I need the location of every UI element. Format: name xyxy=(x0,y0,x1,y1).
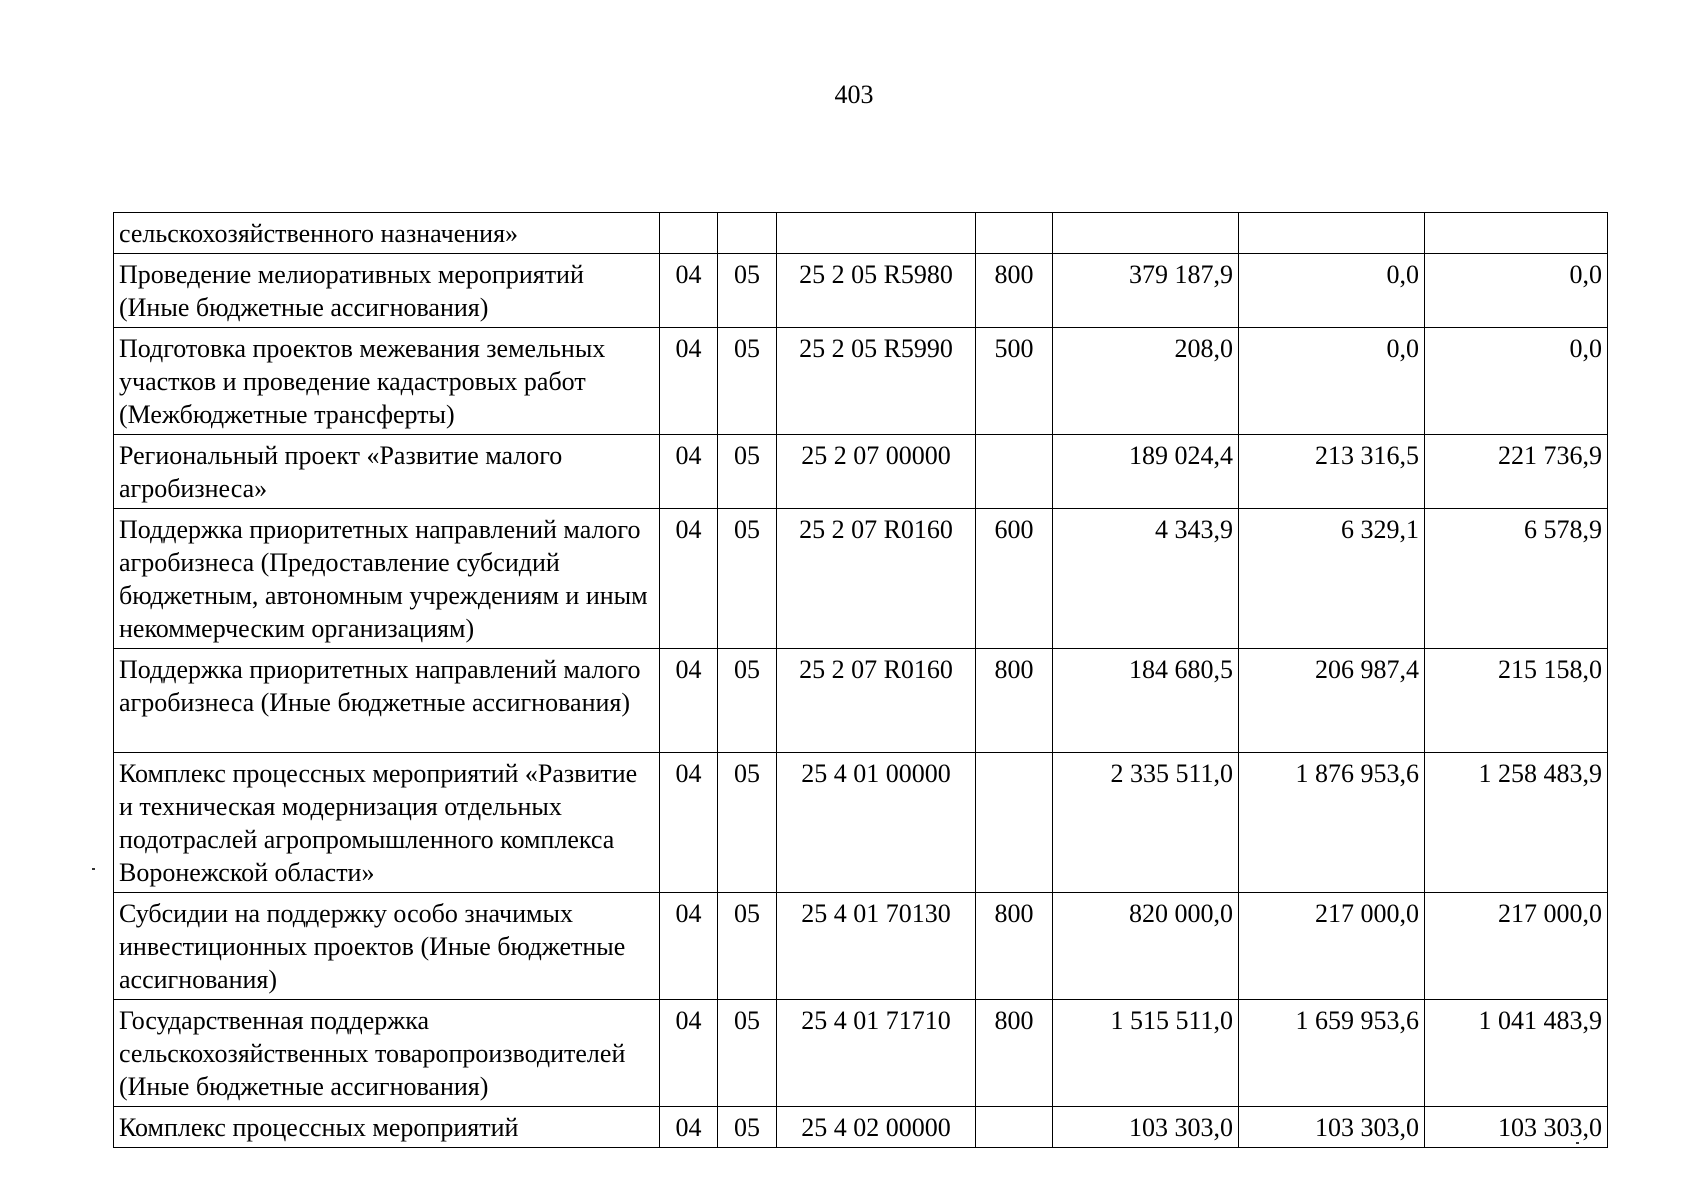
budget-table xyxy=(113,212,1608,1148)
table-row xyxy=(114,1000,1608,1107)
cell-amount-year-3: 0,0 xyxy=(1425,254,1608,328)
cell-expense-type xyxy=(976,213,1053,254)
cell-expense-type xyxy=(976,435,1053,509)
cell-section: 04 xyxy=(660,328,718,435)
cell-target-article: 25 4 01 71710 xyxy=(777,1000,976,1107)
cell-amount-year-2: 213 316,5 xyxy=(1239,435,1425,509)
cell-target-article: 25 2 05 R5990 xyxy=(777,328,976,435)
cell-subsection: 05 xyxy=(718,649,777,753)
cell-section: 04 xyxy=(660,753,718,893)
table-row xyxy=(114,509,1608,649)
cell-target-article: 25 4 01 70130 xyxy=(777,893,976,1000)
cell-amount-year-2: 206 987,4 xyxy=(1239,649,1425,753)
cell-name: Региональный проект «Развитие малого агробизнеса» xyxy=(114,435,660,509)
cell-amount-year-3: 0,0 xyxy=(1425,328,1608,435)
cell-target-article xyxy=(777,213,976,254)
cell-amount-year-2: 1 876 953,6 xyxy=(1239,753,1425,893)
cell-amount-year-2 xyxy=(1239,213,1425,254)
cell-amount-year-1: 820 000,0 xyxy=(1053,893,1239,1000)
cell-amount-year-1: 379 187,9 xyxy=(1053,254,1239,328)
cell-amount-year-3: 6 578,9 xyxy=(1425,509,1608,649)
scan-speck xyxy=(1576,1142,1579,1144)
cell-section: 04 xyxy=(660,893,718,1000)
cell-subsection: 05 xyxy=(718,328,777,435)
cell-amount-year-2: 1 659 953,6 xyxy=(1239,1000,1425,1107)
table-row xyxy=(114,893,1608,1000)
cell-section: 04 xyxy=(660,509,718,649)
cell-expense-type xyxy=(976,1107,1053,1148)
cell-expense-type: 800 xyxy=(976,254,1053,328)
cell-amount-year-1: 103 303,0 xyxy=(1053,1107,1239,1148)
cell-name: Подготовка проектов межевания земельных участков и проведение кадастровых работ (Межбюджетные трансферты) xyxy=(114,328,660,435)
cell-amount-year-2: 103 303,0 xyxy=(1239,1107,1425,1148)
cell-section: 04 xyxy=(660,649,718,753)
cell-amount-year-2: 0,0 xyxy=(1239,254,1425,328)
cell-amount-year-1: 4 343,9 xyxy=(1053,509,1239,649)
cell-amount-year-3: 103 303,0 xyxy=(1425,1107,1608,1148)
cell-section xyxy=(660,213,718,254)
cell-name: Комплекс процессных мероприятий xyxy=(114,1107,660,1148)
cell-subsection: 05 xyxy=(718,509,777,649)
cell-subsection: 05 xyxy=(718,254,777,328)
cell-amount-year-3: 217 000,0 xyxy=(1425,893,1608,1000)
cell-section: 04 xyxy=(660,1107,718,1148)
cell-target-article: 25 4 01 00000 xyxy=(777,753,976,893)
cell-amount-year-3: 1 041 483,9 xyxy=(1425,1000,1608,1107)
cell-amount-year-1: 189 024,4 xyxy=(1053,435,1239,509)
cell-amount-year-3: 221 736,9 xyxy=(1425,435,1608,509)
table-row xyxy=(114,1107,1608,1148)
cell-amount-year-2: 217 000,0 xyxy=(1239,893,1425,1000)
cell-subsection: 05 xyxy=(718,1107,777,1148)
cell-amount-year-3: 215 158,0 xyxy=(1425,649,1608,753)
cell-name: Проведение мелиоративных мероприятий (Иные бюджетные ассигнования) xyxy=(114,254,660,328)
cell-expense-type: 800 xyxy=(976,893,1053,1000)
cell-name: Поддержка приоритетных направлений малого агробизнеса (Предоставление субсидий бюджетным, автономным учреждениям и иным некоммерческим организациям) xyxy=(114,509,660,649)
cell-expense-type: 800 xyxy=(976,1000,1053,1107)
cell-target-article: 25 2 07 00000 xyxy=(777,435,976,509)
budget-table-body xyxy=(114,213,1608,1148)
page-number: 403 xyxy=(834,80,874,109)
scan-speck xyxy=(92,868,95,870)
cell-amount-year-1: 1 515 511,0 xyxy=(1053,1000,1239,1107)
table-row xyxy=(114,435,1608,509)
cell-section: 04 xyxy=(660,1000,718,1107)
cell-expense-type: 600 xyxy=(976,509,1053,649)
cell-subsection: 05 xyxy=(718,753,777,893)
cell-section: 04 xyxy=(660,254,718,328)
cell-section: 04 xyxy=(660,435,718,509)
cell-subsection xyxy=(718,213,777,254)
table-row xyxy=(114,649,1608,753)
cell-amount-year-2: 6 329,1 xyxy=(1239,509,1425,649)
cell-expense-type xyxy=(976,753,1053,893)
cell-subsection: 05 xyxy=(718,435,777,509)
cell-expense-type: 800 xyxy=(976,649,1053,753)
cell-target-article: 25 2 07 R0160 xyxy=(777,509,976,649)
cell-amount-year-1: 184 680,5 xyxy=(1053,649,1239,753)
cell-amount-year-3: 1 258 483,9 xyxy=(1425,753,1608,893)
cell-target-article: 25 2 07 R0160 xyxy=(777,649,976,753)
table-row xyxy=(114,328,1608,435)
cell-target-article: 25 4 02 00000 xyxy=(777,1107,976,1148)
cell-subsection: 05 xyxy=(718,1000,777,1107)
cell-amount-year-1: 2 335 511,0 xyxy=(1053,753,1239,893)
table-row xyxy=(114,213,1608,254)
cell-amount-year-3 xyxy=(1425,213,1608,254)
cell-expense-type: 500 xyxy=(976,328,1053,435)
cell-amount-year-1 xyxy=(1053,213,1239,254)
cell-name: Субсидии на поддержку особо значимых инвестиционных проектов (Иные бюджетные ассигнования) xyxy=(114,893,660,1000)
table-row xyxy=(114,254,1608,328)
cell-name: Государственная поддержка сельскохозяйственных товаропроизводителей (Иные бюджетные ассигнования) xyxy=(114,1000,660,1107)
cell-name: Комплекс процессных мероприятий «Развитие и техническая модернизация отдельных подотраслей агропромышленного комплекса Воронежской области» xyxy=(114,753,660,893)
cell-name: Поддержка приоритетных направлений малого агробизнеса (Иные бюджетные ассигнования) xyxy=(114,649,660,753)
cell-subsection: 05 xyxy=(718,893,777,1000)
cell-amount-year-2: 0,0 xyxy=(1239,328,1425,435)
cell-name: сельскохозяйственного назначения» xyxy=(114,213,660,254)
cell-target-article: 25 2 05 R5980 xyxy=(777,254,976,328)
cell-amount-year-1: 208,0 xyxy=(1053,328,1239,435)
table-row xyxy=(114,753,1608,893)
